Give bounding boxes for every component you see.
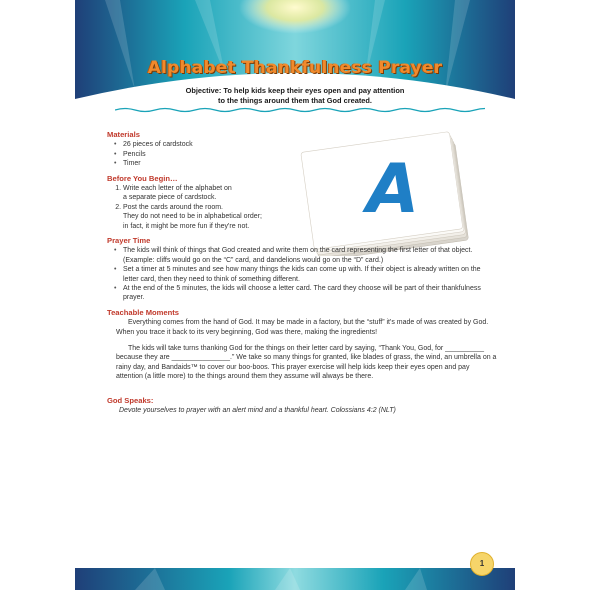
list-item: • 26 pieces of cardstock [123, 140, 497, 149]
list-item: • Timer [123, 159, 497, 168]
step-line: They do not need to be in alphabetical order; [123, 213, 262, 221]
list-item: • At the end of the 5 minutes, the kids will choose a letter card. The card they choose will be part of their thankfulness prayer. [123, 284, 497, 303]
list-item [123, 184, 333, 203]
step-line: a separate piece of cardstock. [123, 194, 217, 202]
page-title: Alphabet Thankfulness Prayer [147, 58, 443, 78]
page-number: 1 [470, 552, 494, 576]
scripture-verse: Devote yourselves to prayer with an alert mind and a thankful heart. Colossians 4:2 (NLT) [119, 407, 396, 414]
teachable-paragraph-1: Everything comes from the hand of God. It may be made in a factory, but the “stuff” it's made of was created by God. When you trace it back to its very beginning, God was there, making the ingredients! [116, 319, 489, 336]
teachable-paragraph-2: The kids will take turns thanking God for the things on their letter card by saying, “Thank You, God, for __________ because they are _______________.” We take so many things for granted, like blades of grass, the wind, an umbrella on a rainy day, and Bandaids™ to cover our boo-boos. This prayer exercise will help kids keep their eyes open and pay attention (a little more) to the things around them they assume will always be there. [116, 345, 497, 381]
list-item: • Pencils [123, 150, 497, 159]
list-item [123, 203, 333, 231]
step-line: Post the cards around the room. [123, 203, 223, 211]
step-line: Write each letter of the alphabet on [123, 184, 232, 192]
list-item: • The kids will think of things that God created and write them on the card representing the first letter of that object. (Example: cliffs would go on the “C” card, and dandelions would go on the “D” card.) [123, 246, 497, 265]
objective [145, 86, 445, 107]
objective-line-1: Objective: To help kids keep their eyes open and pay attention [185, 86, 405, 95]
footer-banner [75, 568, 515, 590]
prayer-list [107, 246, 497, 303]
step-line: in fact, it might be more fun if they're not. [123, 222, 250, 230]
objective-line-2: to the things around them that God created. [218, 96, 372, 106]
god-speaks-heading: God Speaks: [107, 395, 154, 405]
teachable-heading: Teachable Moments [107, 307, 180, 317]
prayer-heading: Prayer Time [107, 236, 151, 245]
before-steps [107, 184, 333, 231]
document-page [75, 0, 515, 590]
before-heading: Before You Begin… [107, 173, 178, 183]
card-letter: A [366, 150, 420, 229]
materials-heading: Materials [107, 130, 140, 139]
materials-list [107, 140, 497, 168]
page-content [107, 125, 497, 415]
list-item: • Set a timer at 5 minutes and see how many things the kids can come up with. If their object is already written on the letter card, then they need to think of something different. [123, 265, 497, 284]
wavy-divider [115, 107, 485, 113]
